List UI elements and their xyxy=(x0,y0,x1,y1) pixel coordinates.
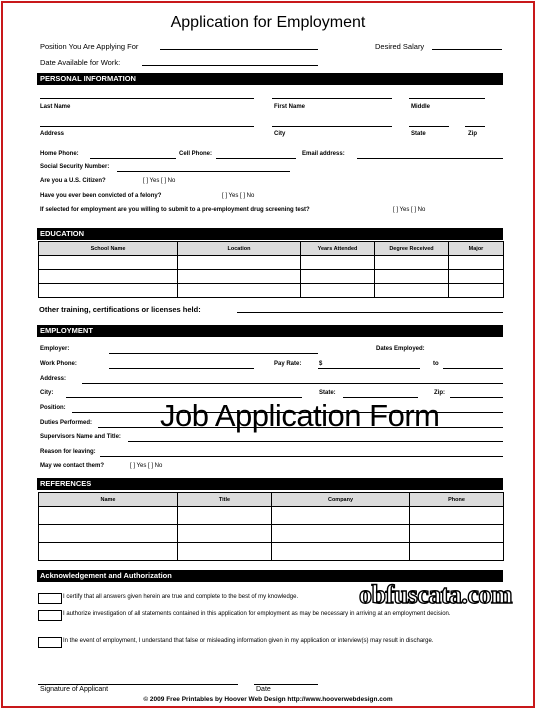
employment-address-label: Address: xyxy=(40,376,67,382)
references-col-title: Title xyxy=(178,493,272,507)
home-phone-label: Home Phone: xyxy=(40,151,79,157)
position-label: Position You Are Applying For xyxy=(40,42,139,51)
zip-label: Zip xyxy=(468,131,477,137)
middle-label: Middle xyxy=(411,104,430,110)
first-name-label: First Name xyxy=(274,104,306,110)
table-row xyxy=(39,270,504,284)
date-available-field[interactable] xyxy=(142,65,318,66)
felony-question: Have you ever been convicted of a felony? xyxy=(40,193,162,199)
table-row xyxy=(39,507,504,525)
other-training-field[interactable] xyxy=(237,312,503,313)
pay-rate-label: Pay Rate: xyxy=(274,361,302,367)
education-col-years: Years Attended xyxy=(301,242,375,256)
signature-label: Signature of Applicant xyxy=(40,686,109,693)
table-row xyxy=(39,543,504,561)
cell-phone-field[interactable] xyxy=(216,158,296,159)
email-field[interactable] xyxy=(357,158,503,159)
contact-yes-no[interactable]: [ ] Yes [ ] No xyxy=(130,463,163,469)
date-label: Date xyxy=(256,686,271,693)
education-table xyxy=(38,241,504,298)
address-field[interactable] xyxy=(40,126,254,127)
employment-zip-label: Zip: xyxy=(434,390,445,396)
reason-leaving-label: Reason for leaving: xyxy=(40,449,96,455)
employer-label: Employer: xyxy=(40,346,70,352)
dollar-sign: $ xyxy=(319,361,323,367)
employment-address-field[interactable] xyxy=(82,383,503,384)
last-name-field[interactable] xyxy=(40,98,254,99)
personal-info-heading: PERSONAL INFORMATION xyxy=(37,73,503,85)
ack-item-3: In the event of employment, I understand that false or misleading information given in my application or interview(s) may result in discharge. xyxy=(63,638,434,644)
middle-field[interactable] xyxy=(409,98,485,99)
date-line[interactable] xyxy=(254,684,318,685)
ack-initial-box-2[interactable] xyxy=(38,610,62,621)
citizen-question: Are you a U.S. Citizen? xyxy=(40,178,106,184)
dates-to-field[interactable] xyxy=(443,368,503,369)
supervisor-label: Supervisors Name and Title: xyxy=(40,434,121,440)
references-col-company: Company xyxy=(272,493,410,507)
state-field[interactable] xyxy=(409,126,449,127)
email-label: Email address: xyxy=(302,151,345,157)
ssn-label: Social Security Number: xyxy=(40,164,110,170)
position-field[interactable] xyxy=(160,49,318,50)
cell-phone-label: Cell Phone: xyxy=(179,151,213,157)
education-col-location: Location xyxy=(178,242,301,256)
ack-initial-box-3[interactable] xyxy=(38,637,62,648)
dates-from-field[interactable] xyxy=(375,368,420,369)
references-col-phone: Phone xyxy=(410,493,504,507)
watermark-text: obfuscata.com xyxy=(359,580,513,609)
ack-item-1: I certify that all answers given herein are true and complete to the best of my knowledge. xyxy=(63,594,299,600)
employer-field[interactable] xyxy=(109,353,318,354)
table-row xyxy=(39,256,504,270)
dates-employed-label: Dates Employed: xyxy=(376,346,425,352)
table-row xyxy=(39,284,504,298)
date-available-label: Date Available for Work: xyxy=(40,58,121,67)
job-application-overlay-title: Job Application Form xyxy=(160,398,440,433)
drug-test-yes-no[interactable]: [ ] Yes [ ] No xyxy=(393,207,426,213)
citizen-yes-no[interactable]: [ ] Yes [ ] No xyxy=(143,178,176,184)
duties-label: Duties Performed: xyxy=(40,420,93,426)
dates-to-label: to xyxy=(433,361,439,367)
education-heading: EDUCATION xyxy=(37,228,503,240)
ack-item-2: I authorize investigation of all statements contained in this application for employment as may be necessary in arriving at an employment decision. xyxy=(63,611,451,617)
drug-test-question: If selected for employment are you willing to submit to a pre-employment drug screening test? xyxy=(40,207,310,213)
salary-field[interactable] xyxy=(432,49,502,50)
position-held-label: Position: xyxy=(40,405,66,411)
signature-line[interactable] xyxy=(38,684,238,685)
employment-zip-field[interactable] xyxy=(450,397,503,398)
supervisor-field[interactable] xyxy=(128,441,503,442)
references-table xyxy=(38,492,504,561)
state-label: State xyxy=(411,131,426,137)
contact-question: May we contact them? xyxy=(40,463,105,469)
education-col-major: Major xyxy=(449,242,504,256)
felony-yes-no[interactable]: [ ] Yes [ ] No xyxy=(222,193,255,199)
employment-city-label: City: xyxy=(40,390,54,396)
address-label: Address xyxy=(40,131,65,137)
references-col-name: Name xyxy=(39,493,178,507)
education-col-degree: Degree Received xyxy=(375,242,449,256)
first-name-field[interactable] xyxy=(272,98,392,99)
education-col-school: School Name xyxy=(39,242,178,256)
city-field[interactable] xyxy=(272,126,392,127)
table-row xyxy=(39,525,504,543)
employment-heading: EMPLOYMENT xyxy=(37,325,503,337)
ssn-field[interactable] xyxy=(117,171,290,172)
work-phone-label: Work Phone: xyxy=(40,361,77,367)
ack-initial-box-1[interactable] xyxy=(38,593,62,604)
salary-label: Desired Salary xyxy=(375,42,425,51)
home-phone-field[interactable] xyxy=(90,158,176,159)
references-heading: REFERENCES xyxy=(37,478,503,490)
employment-state-label: State: xyxy=(319,390,336,396)
zip-field[interactable] xyxy=(465,126,485,127)
reason-leaving-field[interactable] xyxy=(100,456,503,457)
footer-credit: © 2009 Free Printables by Hoover Web Design http://www.hooverwebdesign.com xyxy=(143,696,393,703)
ack-heading: Acknowledgement and Authorization xyxy=(37,570,503,582)
city-label: City xyxy=(274,131,286,137)
work-phone-field[interactable] xyxy=(109,368,254,369)
last-name-label: Last Name xyxy=(40,104,71,110)
other-training-label: Other training, certifications or licenses held: xyxy=(39,305,201,314)
form-title: Application for Employment xyxy=(170,14,366,31)
